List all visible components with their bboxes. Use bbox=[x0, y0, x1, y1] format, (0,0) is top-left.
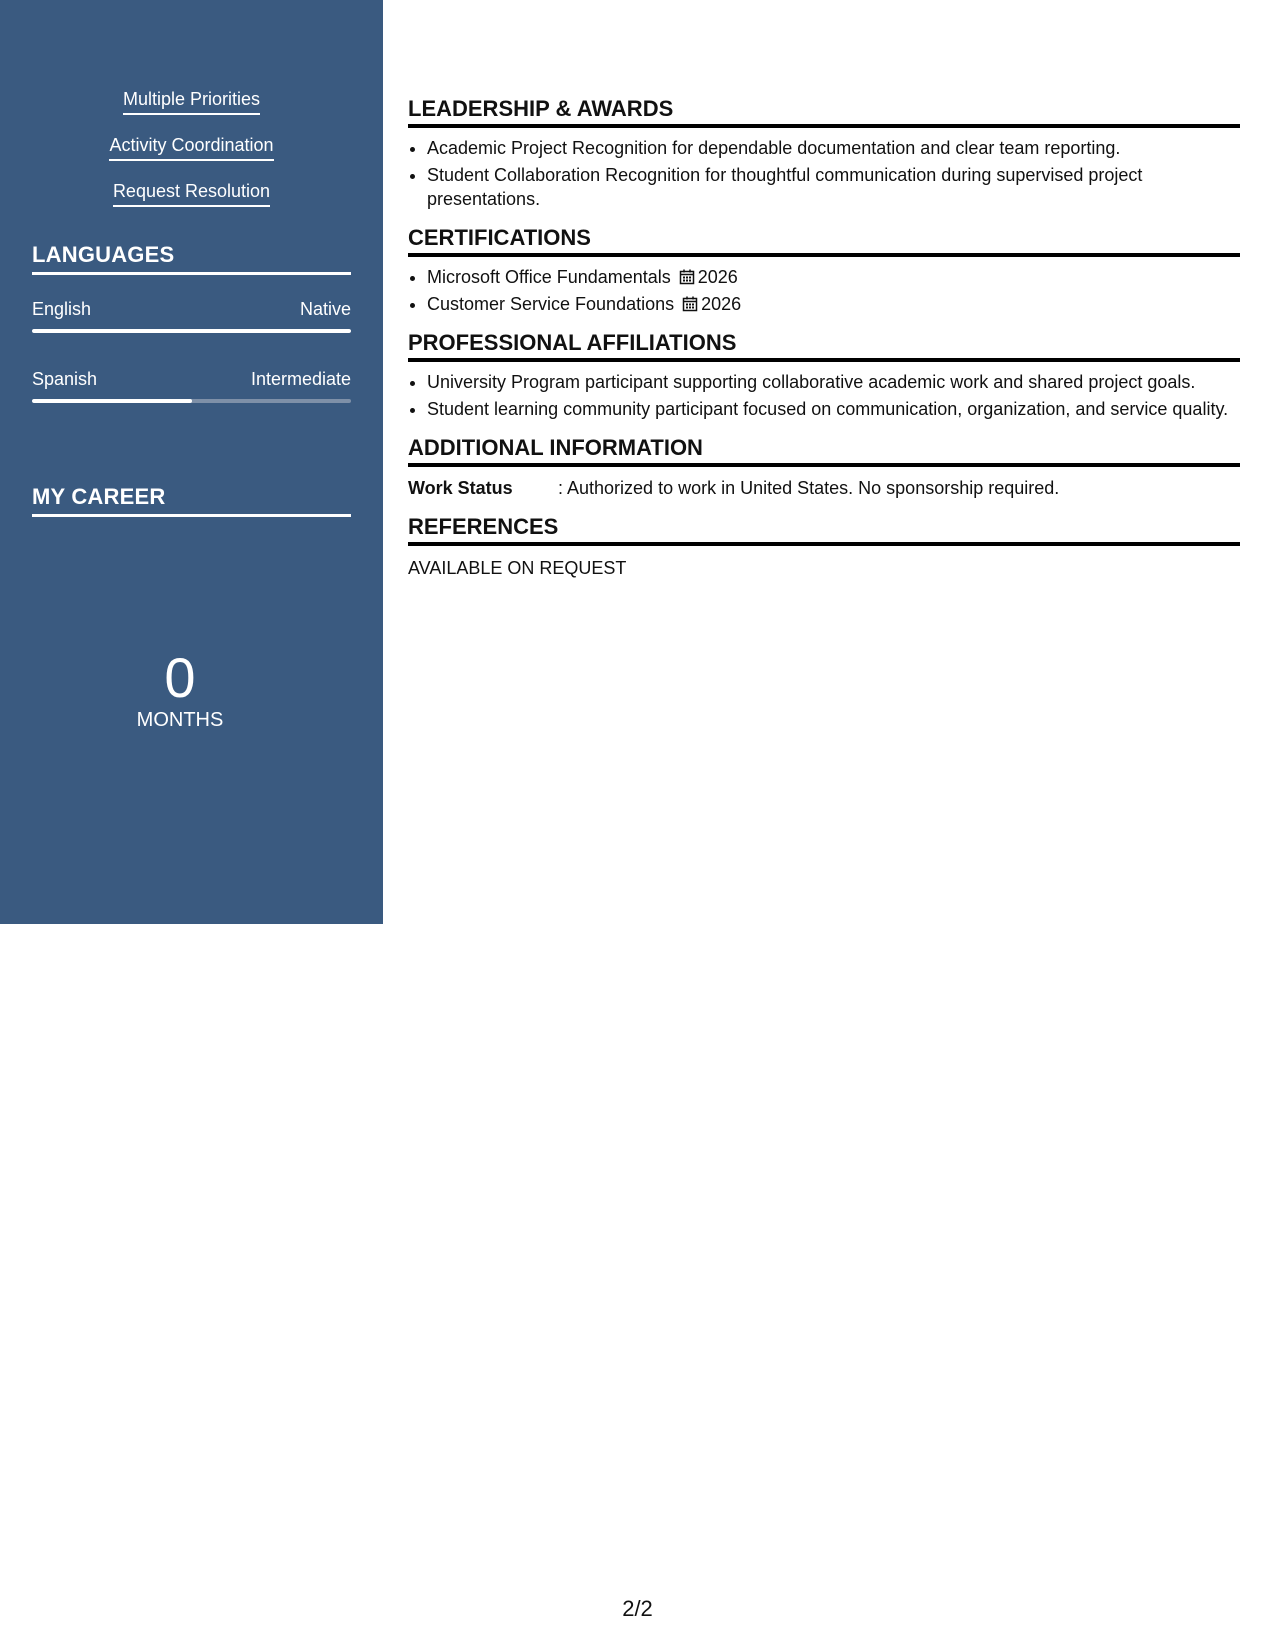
language-name: Spanish bbox=[32, 369, 98, 389]
section-title: LEADERSHIP & AWARDS bbox=[408, 96, 1240, 128]
certification-date bbox=[682, 294, 741, 314]
language-proficiency-bar bbox=[32, 329, 351, 333]
main-content bbox=[408, 96, 1240, 594]
certification-date bbox=[679, 267, 738, 287]
work-status-row bbox=[408, 476, 1240, 500]
certifications-list bbox=[408, 265, 1240, 316]
certification-name: Customer Service Foundations bbox=[427, 294, 675, 314]
affiliations-section bbox=[408, 330, 1240, 421]
career-value: 0 bbox=[164, 646, 196, 709]
career-duration bbox=[100, 648, 260, 732]
certification-year: 2026 bbox=[697, 267, 738, 287]
language-level: Native bbox=[299, 299, 351, 319]
skill-link-request-resolution[interactable]: Request Resolution bbox=[113, 180, 270, 207]
language-english bbox=[32, 298, 351, 333]
career-heading: MY CAREER bbox=[32, 484, 351, 517]
leadership-section bbox=[408, 96, 1240, 211]
language-proficiency-bar bbox=[32, 399, 351, 403]
list-item: • Academic Project Recognition for dependable documentation and clear team reporting. bbox=[427, 136, 1240, 160]
work-status-value: : Authorized to work in United States. No sponsorship required. bbox=[558, 478, 1060, 498]
certification-year: 2026 bbox=[701, 294, 742, 314]
language-spanish bbox=[32, 368, 351, 403]
list-item: • University Program participant supporting collaborative academic work and shared project goals. bbox=[427, 370, 1240, 394]
skill-link-multiple-priorities[interactable]: Multiple Priorities bbox=[123, 88, 260, 115]
section-title: CERTIFICATIONS bbox=[408, 225, 1240, 257]
languages-heading: LANGUAGES bbox=[32, 242, 351, 275]
leadership-list bbox=[408, 136, 1240, 211]
language-proficiency-fill bbox=[32, 329, 351, 333]
additional-info-section bbox=[408, 435, 1240, 500]
list-item bbox=[427, 292, 1240, 316]
list-item: • Student Collaboration Recognition for thoughtful communication during supervised project presentations. bbox=[427, 163, 1240, 211]
career-unit: MONTHS bbox=[136, 709, 224, 731]
skill-links bbox=[0, 88, 383, 226]
references-text: AVAILABLE ON REQUEST bbox=[408, 558, 627, 578]
calendar-icon bbox=[679, 269, 695, 285]
language-proficiency-fill bbox=[32, 399, 192, 403]
section-title: REFERENCES bbox=[408, 514, 1240, 546]
page-number: 2/2 bbox=[622, 1596, 653, 1621]
work-status-label: Work Status bbox=[408, 478, 513, 498]
skill-link-activity-coordination[interactable]: Activity Coordination bbox=[109, 134, 273, 161]
sidebar bbox=[0, 0, 383, 924]
list-item: • Student learning community participant focused on communication, organization, and service quality. bbox=[427, 397, 1240, 421]
section-title: PROFESSIONAL AFFILIATIONS bbox=[408, 330, 1240, 362]
certification-name: Microsoft Office Fundamentals bbox=[427, 267, 671, 287]
list-item bbox=[427, 265, 1240, 289]
affiliations-list bbox=[408, 370, 1240, 421]
language-name: English bbox=[32, 299, 92, 319]
section-title: ADDITIONAL INFORMATION bbox=[408, 435, 1240, 467]
language-level: Intermediate bbox=[250, 369, 351, 389]
calendar-icon bbox=[682, 296, 698, 312]
references-section bbox=[408, 514, 1240, 580]
certifications-section bbox=[408, 225, 1240, 316]
